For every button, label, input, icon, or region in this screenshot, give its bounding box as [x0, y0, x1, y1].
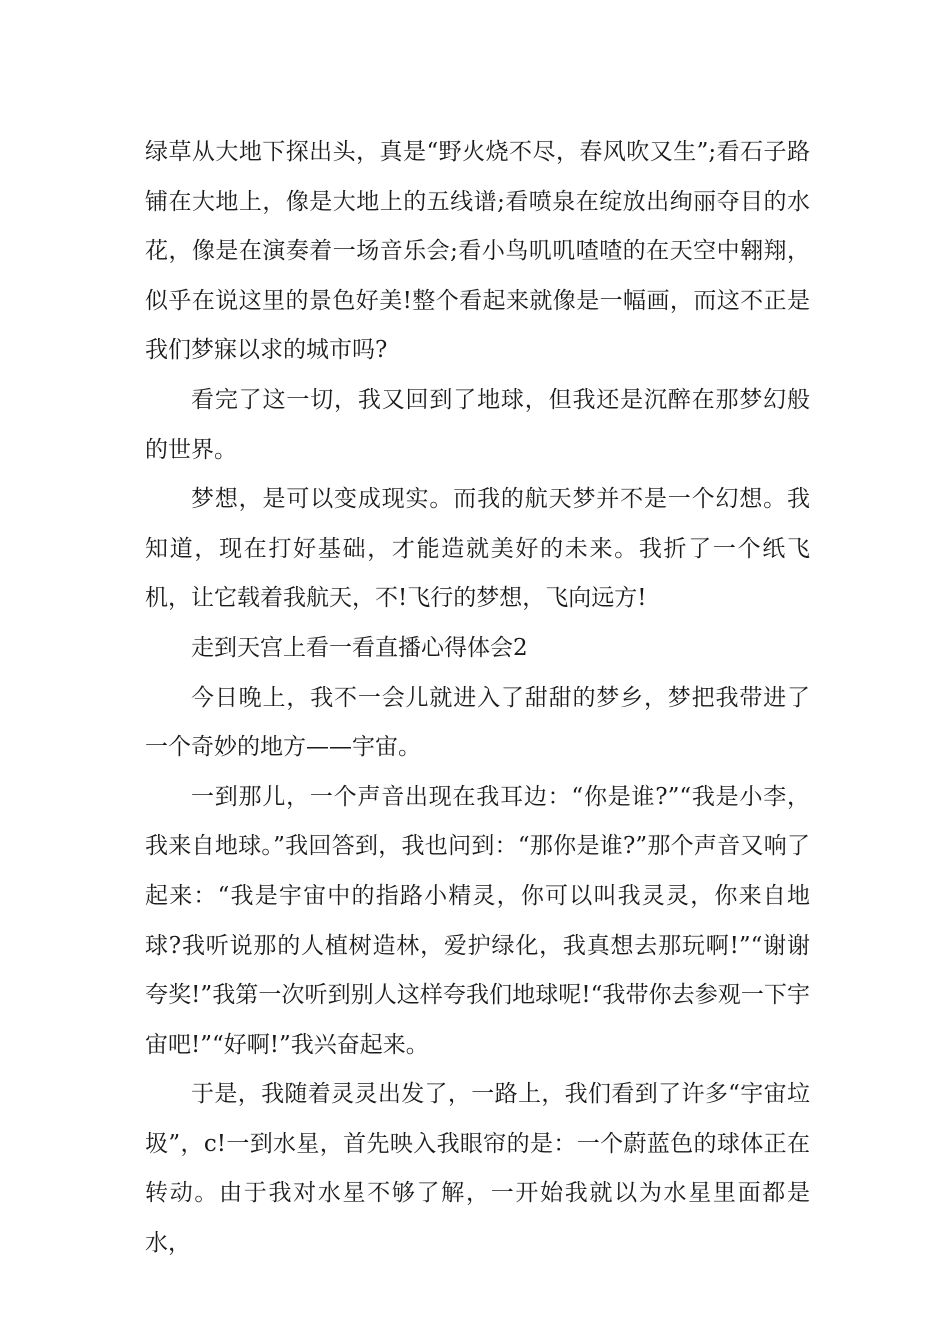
paragraph-dialogue: 一到那儿，一个声音出现在我耳边：“你是谁?”“我是小李，我来自地球。”我回答到，我也问到：“那你是谁?”那个声音又响了起来：“我是宇宙中的指路小精灵，你可以叫我灵灵，你来自地球?我听说那的人植树造林，爱护绿化，我真想去那玩啊!”“谢谢夸奖!”我第一次听到别人这样夸我们地球呢!“我带你去参观一下宇宙吧!”“好啊!”我兴奋起来。 [145, 783, 810, 1058]
paragraph-city-scene: 绿草从大地下探出头，真是“野火烧不尽，春风吹又生”;看石子路铺在大地上，像是大地上的五线谱;看喷泉在绽放出绚丽夺目的水花，像是在演奏着一场音乐会;看小鸟叽叽喳喳的在天空中翱翔，似乎在说这里的景色好美!整个看起来就像是一幅画，而这不正是我们梦寐以求的城市吗? [145, 139, 810, 364]
paragraph-dream-reality: 梦想，是可以变成现实。而我的航天梦并不是一个幻想。我知道，现在打好基础，才能造就美好的未来。我折了一个纸飞机，让它载着我航天，不!飞行的梦想，飞向远方! [145, 486, 810, 612]
paragraph-dream-universe: 今日晚上，我不一会儿就进入了甜甜的梦乡，梦把我带进了一个奇妙的地方——宇宙。 [145, 684, 810, 761]
paragraph-return-earth: 看完了这一切，我又回到了地球，但我还是沉醉在那梦幻般的世界。 [145, 386, 810, 463]
paragraph-mercury: 于是，我随着灵灵出发了，一路上，我们看到了许多“宇宙垃圾”，c!一到水星，首先映入我眼帘的是：一个蔚蓝色的球体正在转动。由于我对水星不够了解，一开始我就以为水星里面都是水， [145, 1081, 810, 1257]
section-title: 走到天宫上看一看直播心得体会2 [191, 634, 528, 661]
document-body [145, 128, 810, 1269]
